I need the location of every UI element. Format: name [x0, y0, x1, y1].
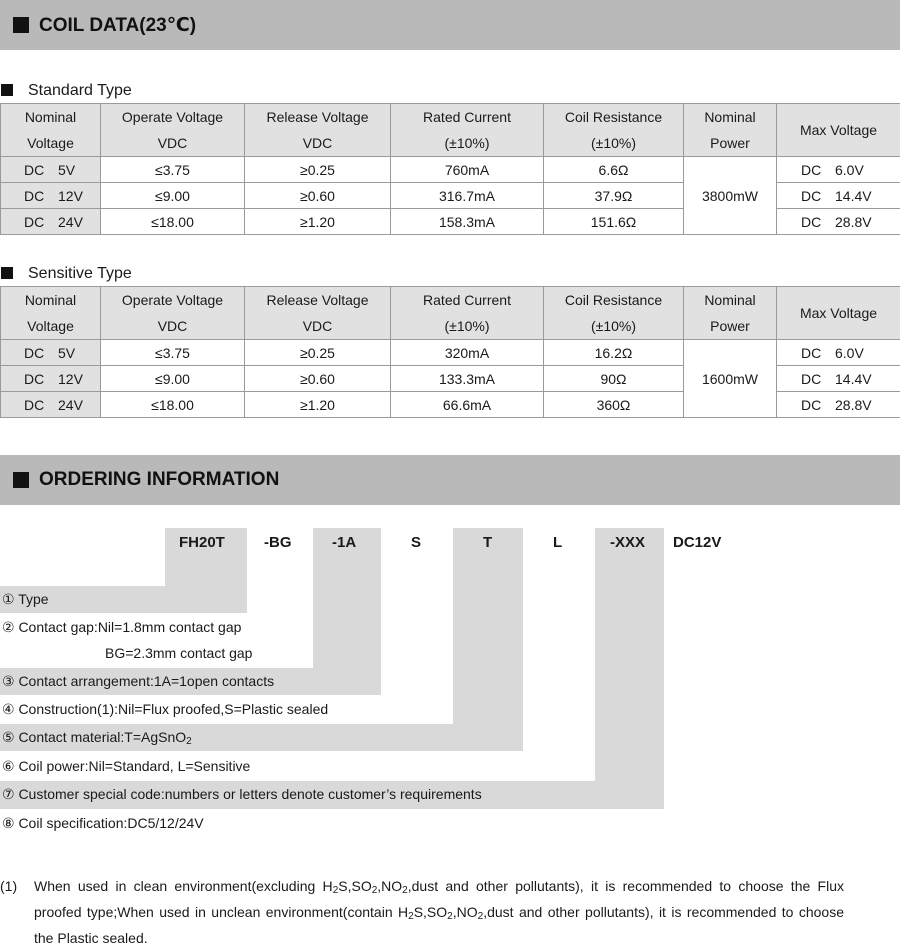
order-line-coil-power: ⑥ Coil power:Nil=Standard, L=Sensitive — [2, 758, 250, 775]
header-nominal-voltage: Nominal Voltage — [1, 104, 101, 157]
order-line-contact-gap-bg: BG=2.3mm contact gap — [105, 645, 252, 661]
table-row: DC 12V ≤9.00 ≥0.60 133.3mA 90Ω DC 14.4V — [1, 366, 900, 392]
sensitive-type-heading: Sensitive Type — [0, 265, 132, 285]
ordering-info-banner — [0, 455, 900, 505]
header-max-voltage: Max Voltage — [777, 104, 900, 157]
code-bg: -BG — [264, 534, 292, 551]
code-t: T — [483, 534, 492, 551]
square-bullet-icon — [13, 17, 29, 33]
header-rated-current: Rated Current (±10%) — [391, 104, 544, 157]
footnote-marker: (1) — [0, 878, 17, 894]
square-bullet-icon — [1, 84, 13, 96]
code-s: S — [411, 534, 421, 551]
code-stem-type — [165, 557, 247, 586]
table-row: DC 24V ≤18.00 ≥1.20 66.6mA 360Ω DC 28.8V — [1, 392, 900, 418]
code-stem-special-code — [595, 557, 664, 809]
header-coil-resistance: Coil Resistance (±10%) — [544, 104, 684, 157]
header-release-voltage: Release Voltage VDC — [245, 104, 391, 157]
order-line-coil-spec: ⑧ Coil specification:DC5/12/24V — [2, 815, 204, 832]
order-line-contact-gap: ② Contact gap:Nil=1.8mm contact gap — [2, 619, 241, 636]
order-line-contact-material: ⑤ Contact material:T=AgSnO$_2$ — [2, 729, 192, 746]
code-stem-contact-material — [453, 557, 523, 751]
header-operate-voltage: Operate Voltage VDC — [101, 104, 245, 157]
coil-data-banner — [0, 0, 900, 50]
code-1a: -1A — [332, 534, 356, 551]
square-bullet-icon — [13, 472, 29, 488]
code-fh20t: FH20T — [179, 534, 225, 551]
standard-coil-table — [0, 103, 900, 235]
square-bullet-icon — [1, 267, 13, 279]
coil-data-title: COIL DATA(23℃) — [39, 14, 196, 37]
footnote-text: When used in clean environment(excluding $H_2S,SO_2,NO_2,dust$ and other pollutants), it is recommended to choose the Flux proofed type;When used in unclean environment(contain $H_2S,SO_2,NO_2,dust$ and other pollutants), it is recommended to choose the Plastic sealed. — [34, 873, 844, 951]
order-line-type: ① Type — [2, 591, 49, 608]
table-header-row: Nominal Voltage Operate Voltage VDC Release Voltage VDC Rated Current (±10%) Coil Resistance (±10%) Nominal Power Max Voltage — [1, 287, 900, 340]
sensitive-coil-table — [0, 286, 900, 418]
order-line-special-code: ⑦ Customer special code:numbers or letters denote customer’s requirements — [2, 786, 482, 803]
nominal-power-value: 1600mW — [684, 340, 777, 418]
code-l: L — [553, 534, 562, 551]
order-line-construction: ④ Construction(1):Nil=Flux proofed,S=Plastic sealed — [2, 701, 328, 718]
table-row: DC 5V ≤3.75 ≥0.25 760mA 6.6Ω 3800mW DC 6.0V — [1, 157, 900, 183]
table-row: DC 5V ≤3.75 ≥0.25 320mA 16.2Ω 1600mW DC 6.0V — [1, 340, 900, 366]
table-header-row — [1, 104, 900, 157]
nominal-power-value: 3800mW — [684, 157, 777, 235]
table-row: DC 24V ≤18.00 ≥1.20 158.3mA 151.6Ω DC 28.8V — [1, 209, 900, 235]
ordering-info-title: ORDERING INFORMATION — [39, 469, 279, 491]
standard-type-heading: Standard Type — [0, 82, 132, 102]
order-line-contact-arrangement: ③ Contact arrangement:1A=1open contacts — [2, 673, 274, 690]
header-nominal-power: Nominal Power — [684, 104, 777, 157]
code-xxx: -XXX — [610, 534, 645, 551]
table-row: DC 12V ≤9.00 ≥0.60 316.7mA 37.9Ω DC 14.4V — [1, 183, 900, 209]
code-dc12v: DC12V — [673, 534, 721, 551]
